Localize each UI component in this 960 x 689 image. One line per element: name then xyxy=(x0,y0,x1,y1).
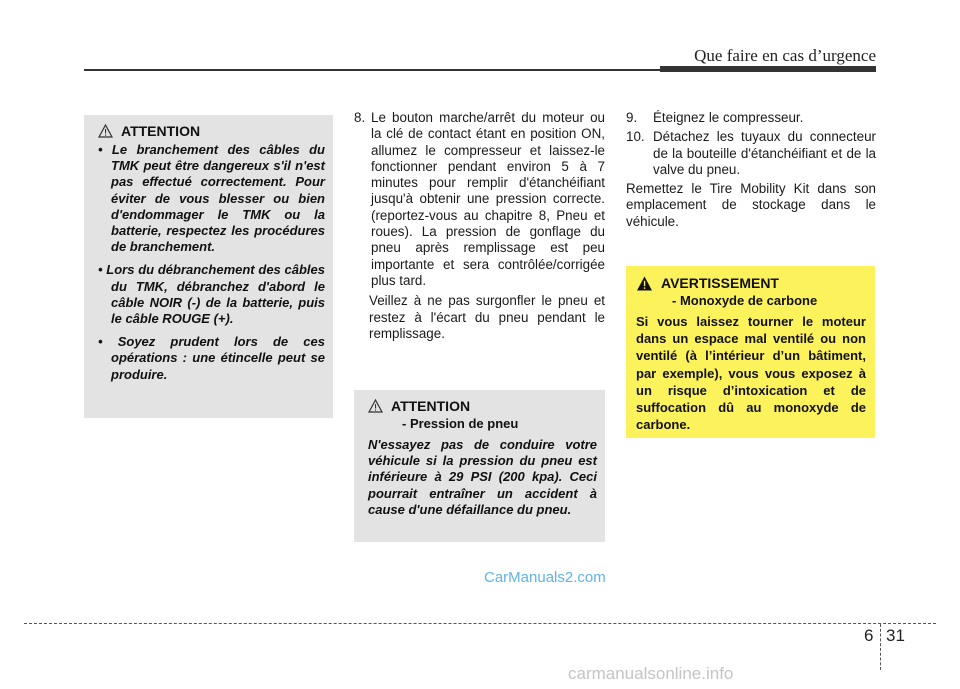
step-9 xyxy=(626,110,876,126)
caution-bullet: • Lors du débranchement des câbles du TMK, débranchez d'abord le câble NOIR (-) de la batterie, puis le câble ROUGE (+). xyxy=(98,262,325,327)
storage-paragraph: Remettez le Tire Mobility Kit dans son emplacement de stockage dans le véhicule. xyxy=(626,181,876,229)
caution-body: N'essayez pas de conduire votre véhicule si la pression du pneu est inférieure à 29 PSI (200 kpa). Ceci pourrait entraîner un accident à cause d'une défaillance du pneu. xyxy=(368,437,597,517)
caution-box-title xyxy=(368,398,597,414)
step-8 xyxy=(354,110,605,289)
caution-title-text: ATTENTION xyxy=(391,398,471,414)
caution-triangle-icon xyxy=(368,399,383,413)
watermark-carmanuals2: CarManuals2.com xyxy=(484,569,606,586)
caution-box-cables xyxy=(84,115,333,418)
page-header-title: Que faire en cas d’urgence xyxy=(694,46,876,65)
caution-triangle-icon xyxy=(98,124,113,138)
overinflate-note: Veillez à ne pas surgonfler le pneu et restez à l'écart du pneu pendant le remplissage. xyxy=(369,293,605,341)
caution-box-title xyxy=(98,123,325,139)
middle-column xyxy=(354,110,605,342)
step-number: 10. xyxy=(626,129,645,145)
caution-subtitle: - Pression de pneu xyxy=(402,416,519,431)
warning-subtitle: - Monoxyde de carbone xyxy=(672,293,818,308)
caution-bullet-list xyxy=(98,142,325,383)
header-rule-accent xyxy=(660,66,876,72)
warning-title-text: AVERTISSEMENT xyxy=(661,275,779,291)
right-column xyxy=(626,110,876,230)
step-10 xyxy=(626,129,876,178)
step-number: 9. xyxy=(626,110,638,125)
header-rule xyxy=(84,69,660,71)
watermark-carmanualsonline: carmanualsonline.info xyxy=(568,664,734,683)
step-text: Éteignez le compresseur. xyxy=(653,110,804,125)
caution-bullet: • Le branchement des câbles du TMK peut être dangereux s'il n'est pas effectué correctement. Pour éviter de vous blesser ou bien d'endommager le TMK ou la batterie, respectez les procédures de branchement. xyxy=(98,142,325,255)
caution-title-text: ATTENTION xyxy=(121,123,201,139)
page-number-separator xyxy=(880,624,881,670)
warning-body: Si vous laissez tourner le moteur dans un espace mal ventilé ou non ventilé (à l’intérieur d’un bâtiment, par exemple), vous vous exposez à un risque d’intoxication et de suffocation dû au monoxyde de carbone. xyxy=(636,314,866,433)
warning-triangle-icon xyxy=(636,276,653,291)
step-text: Le bouton marche/arrêt du moteur ou la clé de contact étant en position ON, allumez le compresseur et laissez-le fonctionner pendant environ 5 à 7 minutes pour remplir d'étanchéifiant jusqu'à obtenir une pression correcte. (reportez-vous au chapitre 8, Pneu et roues). La pression de gonflage du pneu après remplissage est peu importante et sera contrôlée/corrigée plus tard. xyxy=(371,110,605,288)
caution-box-pressure xyxy=(354,390,605,542)
footer-dashed-rule xyxy=(24,623,936,624)
step-number: 8. xyxy=(354,110,366,125)
warning-box-carbon-monoxide xyxy=(626,266,875,438)
step-text: Détachez les tuyaux du connecteur de la bouteille d'étanchéifiant et de la valve du pneu. xyxy=(653,129,876,177)
caution-bullet: • Soyez prudent lors de ces opérations : une étincelle peut se produire. xyxy=(98,334,325,382)
chapter-number: 6 xyxy=(864,626,874,645)
page-number: 31 xyxy=(886,626,905,645)
warning-box-title xyxy=(636,275,866,291)
